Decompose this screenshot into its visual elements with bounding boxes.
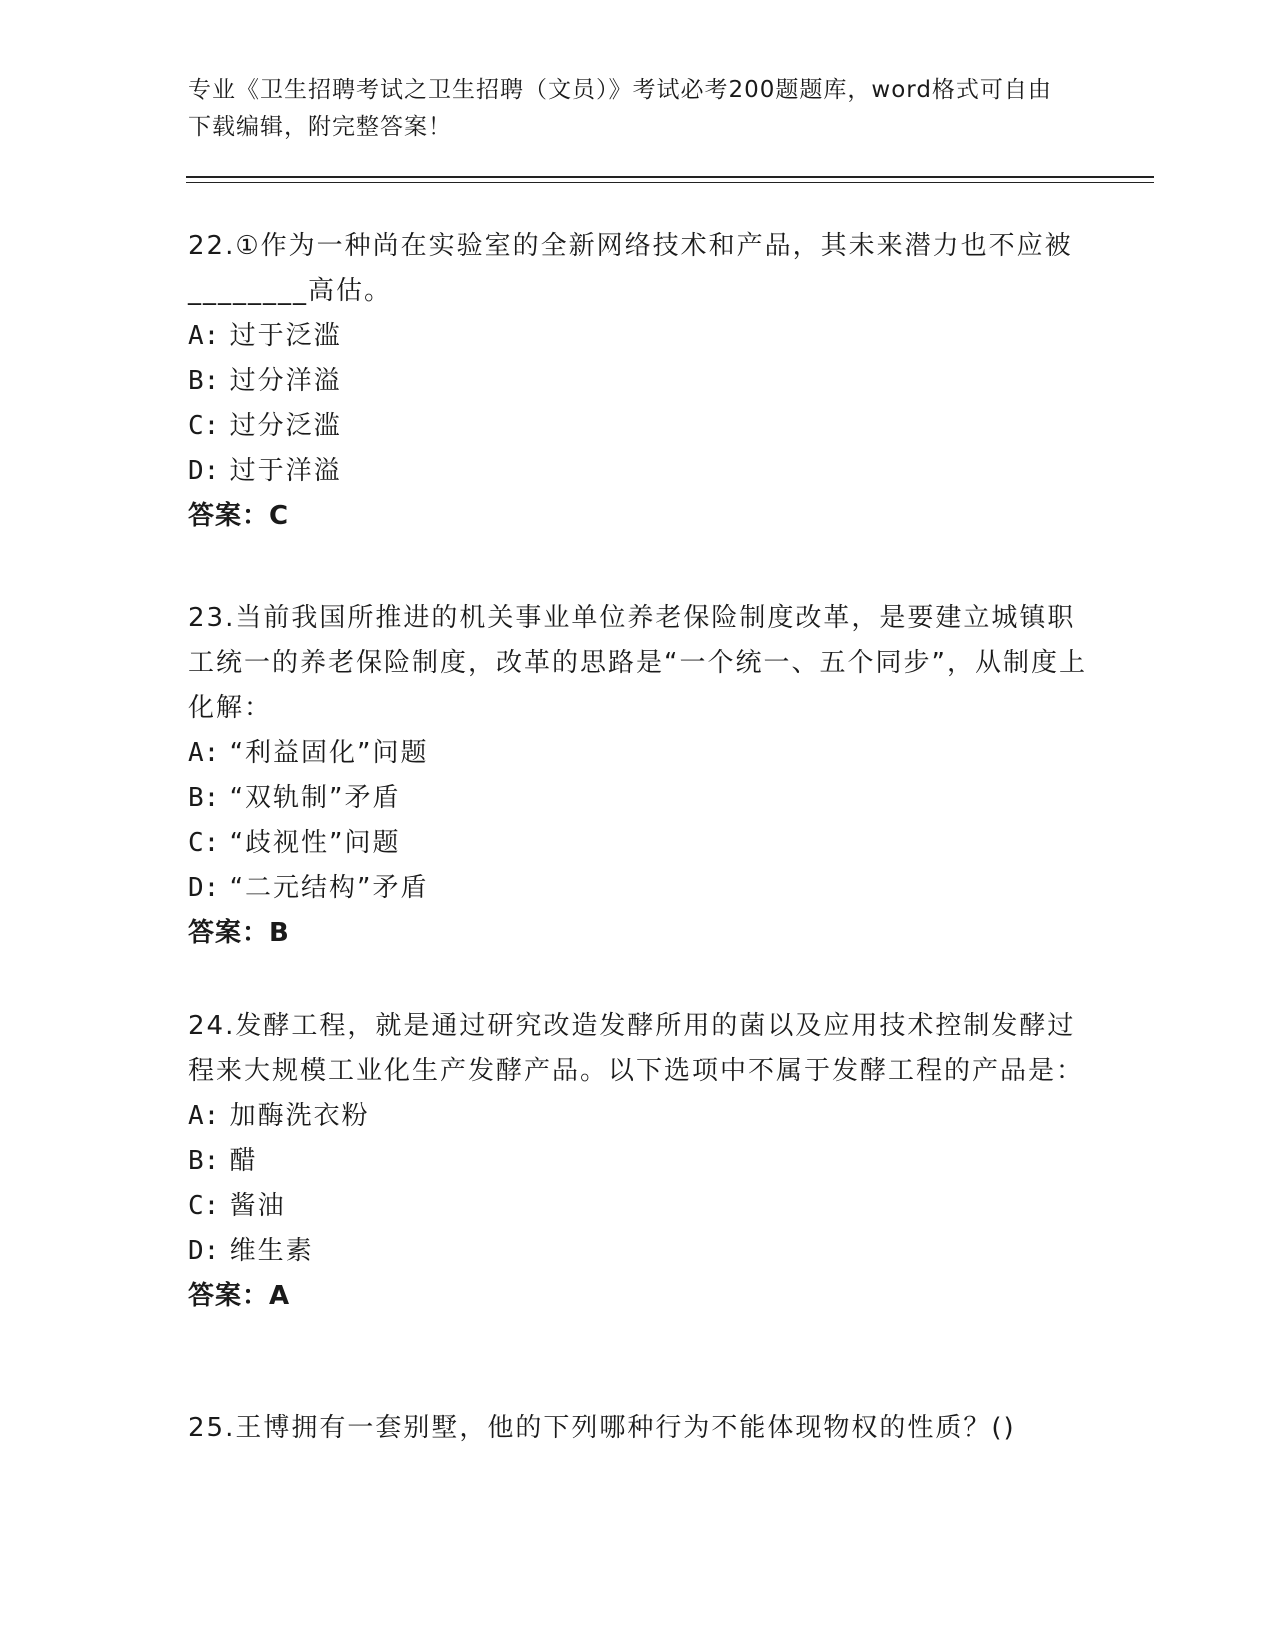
answer-line: 答案：A [188, 1281, 291, 1311]
option-b [188, 776, 1088, 821]
answer-line: 答案：B [188, 918, 290, 948]
option-text: “二元结构”矛盾 [229, 873, 429, 903]
option-label: A: [188, 1101, 220, 1131]
option-b [188, 1139, 1088, 1184]
option-label: D: [188, 873, 220, 903]
option-c [188, 821, 1088, 866]
option-text: 维生素 [229, 1236, 314, 1266]
option-label: B: [188, 783, 220, 813]
option-label: C: [188, 828, 220, 858]
option-text: 酱油 [229, 1191, 286, 1221]
document-header: 专业《卫生招聘考试之卫生招聘（文员）》考试必考200题题库，word格式可自由下载编辑，附完整答案！ [188, 77, 1052, 140]
option-label: D: [188, 1236, 220, 1266]
question-25 [188, 1406, 1088, 1451]
option-text: 过分泛滥 [229, 411, 342, 441]
question-text: 24.发酵工程，就是通过研究改造发酵所用的菌以及应用技术控制发酵过程来大规模工业化生产发酵产品。以下选项中不属于发酵工程的产品是： [188, 1011, 1085, 1086]
option-a [188, 731, 1088, 776]
option-text: “歧视性”问题 [229, 828, 401, 858]
option-text: 加酶洗衣粉 [229, 1101, 370, 1131]
option-c [188, 404, 1088, 449]
option-label: A: [188, 321, 220, 351]
option-a [188, 314, 1088, 359]
header-divider-bottom [186, 182, 1154, 183]
option-d [188, 866, 1088, 911]
option-text: “利益固化”问题 [229, 738, 429, 768]
option-label: D: [188, 456, 220, 486]
option-text: 过分洋溢 [229, 366, 342, 396]
option-c [188, 1184, 1088, 1229]
question-text: 25.王博拥有一套别墅，他的下列哪种行为不能体现物权的性质？() [188, 1413, 1016, 1443]
option-label: C: [188, 1191, 220, 1221]
question-24 [188, 1004, 1088, 1319]
option-label: A: [188, 738, 220, 768]
question-text: 23.当前我国所推进的机关事业单位养老保险制度改革，是要建立城镇职工统一的养老保险制度，改革的思路是“一个统一、五个同步”，从制度上化解： [188, 603, 1087, 723]
option-d [188, 1229, 1088, 1274]
question-23 [188, 596, 1088, 956]
option-text: 醋 [229, 1146, 258, 1176]
option-a [188, 1094, 1088, 1139]
question-text: 22.①作为一种尚在实验室的全新网络技术和产品，其未来潜力也不应被________高估。 [188, 231, 1073, 306]
option-text: 过于洋溢 [229, 456, 342, 486]
option-b [188, 359, 1088, 404]
question-22 [188, 224, 1088, 539]
option-text: 过于泛滥 [229, 321, 342, 351]
option-label: B: [188, 1146, 220, 1176]
header-divider-top [186, 176, 1154, 178]
option-label: C: [188, 411, 220, 441]
answer-line: 答案：C [188, 501, 290, 531]
option-d [188, 449, 1088, 494]
option-text: “双轨制”矛盾 [229, 783, 401, 813]
option-label: B: [188, 366, 220, 396]
